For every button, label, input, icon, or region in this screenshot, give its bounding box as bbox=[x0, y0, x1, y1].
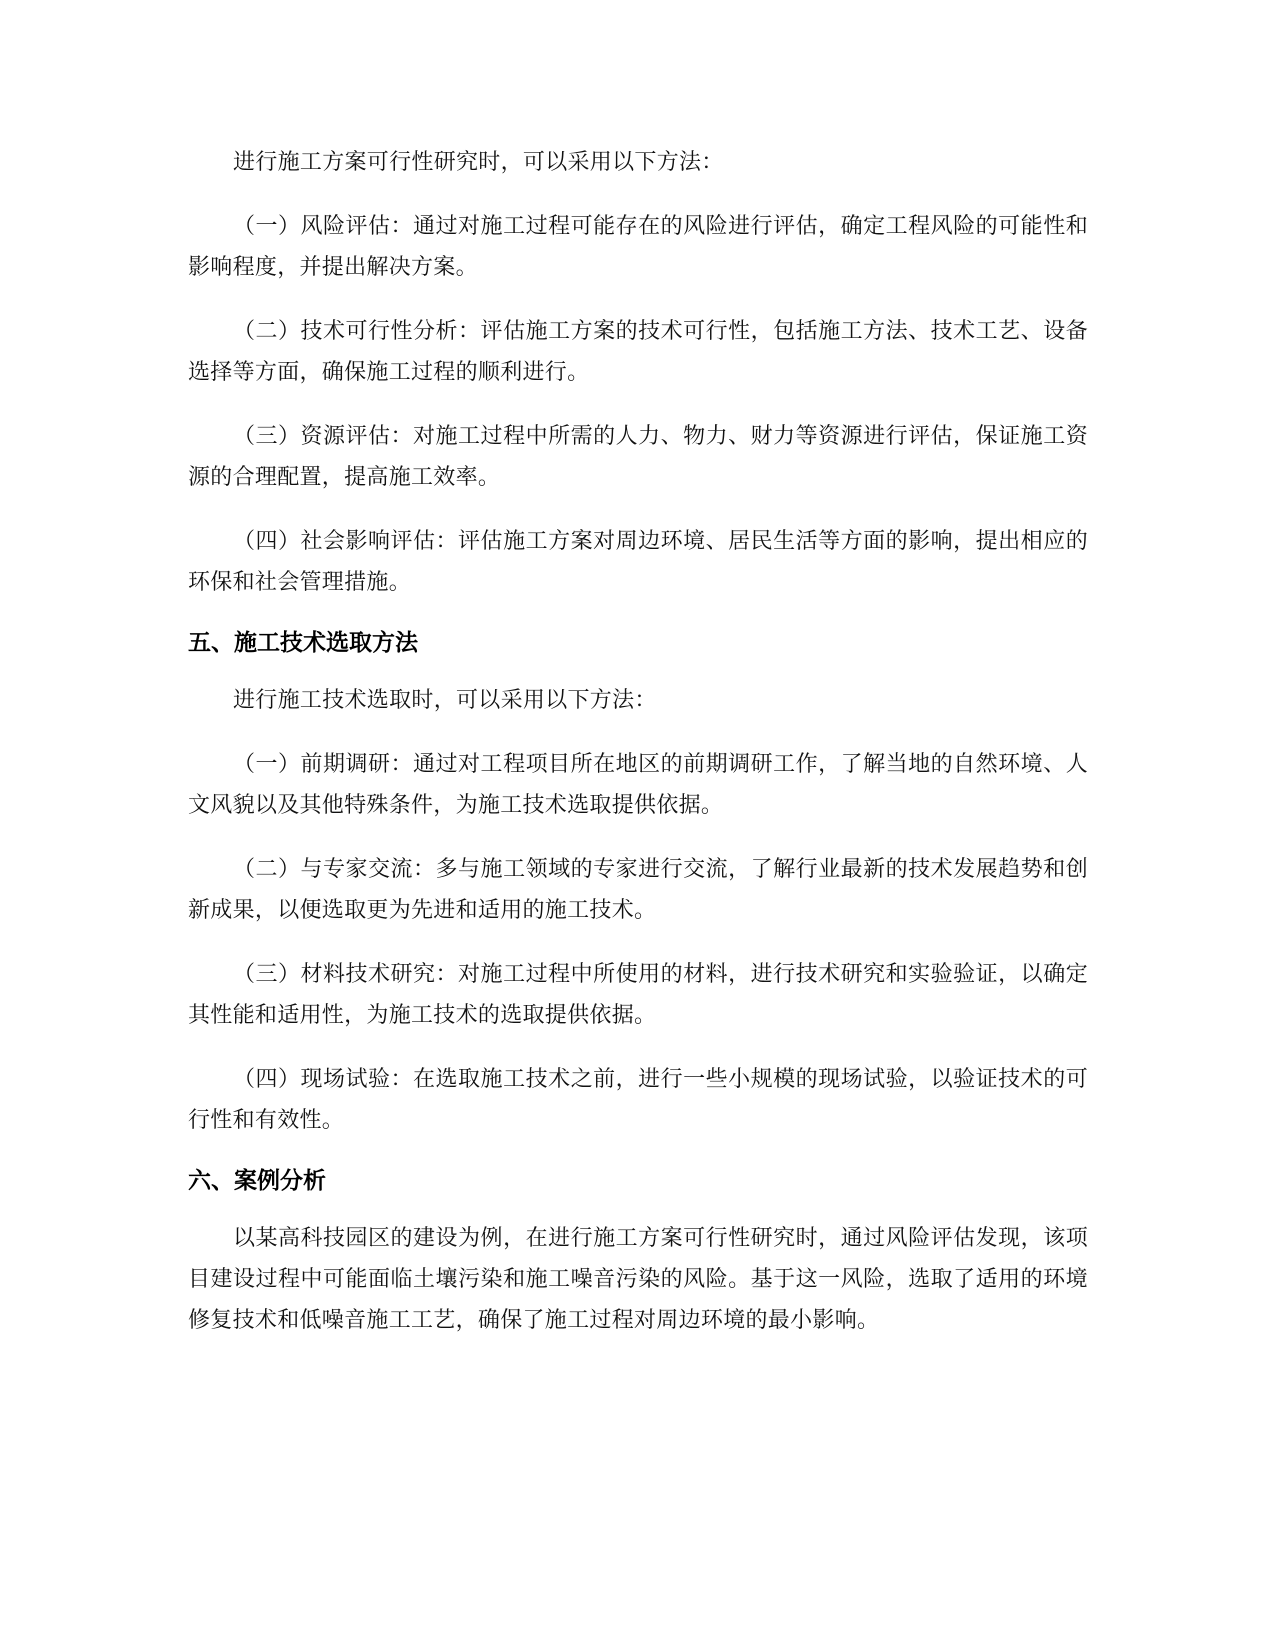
paragraph: 以某高科技园区的建设为例，在进行施工方案可行性研究时，通过风险评估发现，该项目建设过程中可能面临土壤污染和施工噪音污染的风险。基于这一风险，选取了适用的环境修复技术和低噪音施工工艺，确保了施工过程对周边环境的最小影响。 bbox=[188, 1226, 1088, 1333]
paragraph: （四）现场试验：在选取施工技术之前，进行一些小规模的现场试验，以验证技术的可行性和有效性。 bbox=[188, 1067, 1088, 1133]
paragraph: （三）资源评估：对施工过程中所需的人力、物力、财力等资源进行评估，保证施工资源的合理配置，提高施工效率。 bbox=[188, 424, 1088, 490]
paragraph: （一）前期调研：通过对工程项目所在地区的前期调研工作，了解当地的自然环境、人文风貌以及其他特殊条件，为施工技术选取提供依据。 bbox=[188, 752, 1088, 818]
paragraph: （四）社会影响评估：评估施工方案对周边环境、居民生活等方面的影响，提出相应的环保和社会管理措施。 bbox=[188, 529, 1088, 595]
document-body bbox=[188, 142, 1088, 1364]
section-heading: 五、施工技术选取方法 bbox=[188, 630, 418, 656]
paragraph: （三）材料技术研究：对施工过程中所使用的材料，进行技术研究和实验验证，以确定其性能和适用性，为施工技术的选取提供依据。 bbox=[188, 962, 1088, 1028]
paragraph: （二）与专家交流：多与施工领域的专家进行交流，了解行业最新的技术发展趋势和创新成果，以便选取更为先进和适用的施工技术。 bbox=[188, 857, 1088, 923]
paragraph: （二）技术可行性分析：评估施工方案的技术可行性，包括施工方法、技术工艺、设备选择等方面，确保施工过程的顺利进行。 bbox=[188, 319, 1088, 385]
paragraph: （一）风险评估：通过对施工过程可能存在的风险进行评估，确定工程风险的可能性和影响程度，并提出解决方案。 bbox=[188, 214, 1088, 280]
paragraph: 进行施工方案可行性研究时，可以采用以下方法： bbox=[233, 150, 724, 175]
paragraph: 进行施工技术选取时，可以采用以下方法： bbox=[233, 688, 657, 713]
section-heading: 六、案例分析 bbox=[188, 1168, 326, 1194]
